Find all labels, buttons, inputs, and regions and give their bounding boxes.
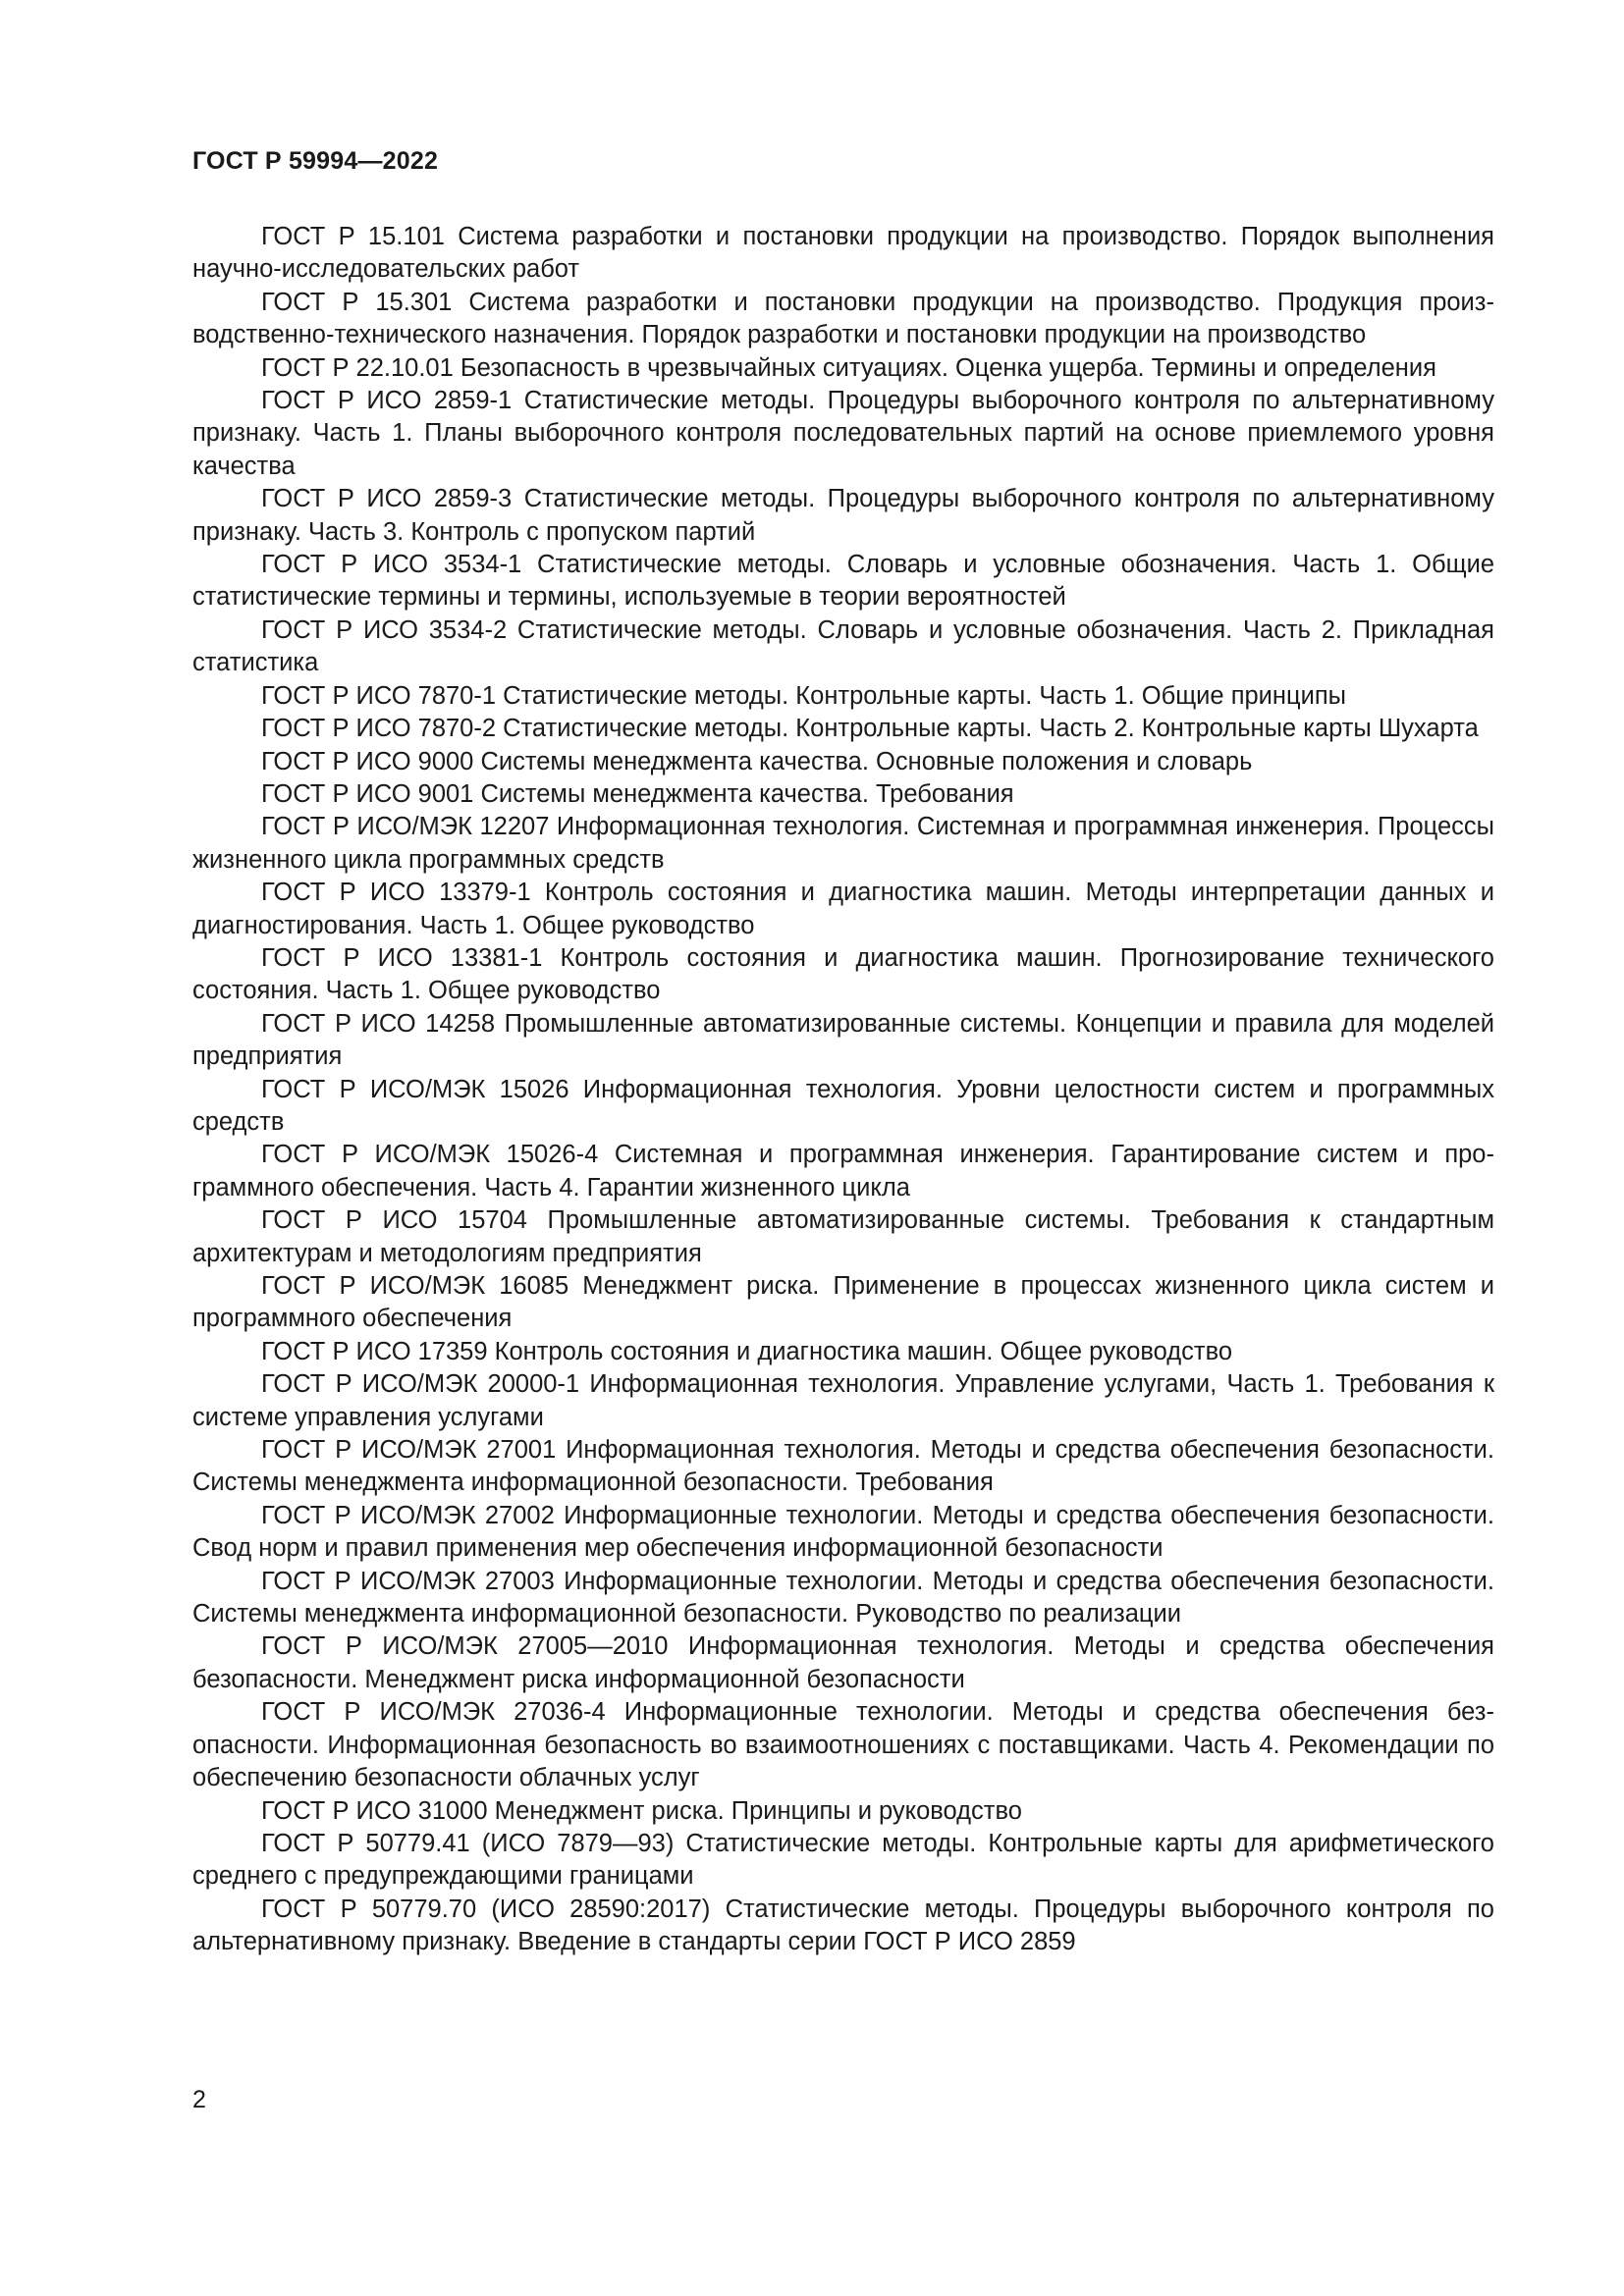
reference-item: ГОСТ Р ИСО/МЭК 27005—2010 Информационная технология. Методы и средства обеспечения безопасности. Менеджмент риска информационной безопасности [192, 1632, 1494, 1693]
reference-item: ГОСТ Р ИСО 3534-1 Статистические методы. Словарь и условные обозначения. Часть 1. Общие статистические термины и термины, используемые в теории вероятностей [192, 551, 1494, 612]
reference-item: ГОСТ Р ИСО/МЭК 27036-4 Информационные технологии. Методы и средства обеспечения безопасности. Информационная безопасность во взаимоотношениях с поставщиками. Часть 4. Рекомендации по обеспечению безопасности облачных услуг [192, 1698, 1494, 1792]
reference-item: ГОСТ Р ИСО/МЭК 16085 Менеджмент риска. Применение в процессах жизненного цикла систем и программного обеспечения [192, 1272, 1494, 1333]
reference-item: ГОСТ Р 15.301 Система разработки и постановки продукции на производство. Продукция производственно-технического назначения. Порядок разработки и постановки продукции на производство [192, 288, 1494, 349]
reference-item: ГОСТ Р ИСО/МЭК 27001 Информационная технология. Методы и средства обеспечения безопасности. Системы менеджмента информационной безопасности. Требования [192, 1436, 1494, 1497]
reference-item: ГОСТ Р ИСО 7870-2 Статистические методы. Контрольные карты. Часть 2. Контрольные карты Шухарта [261, 715, 1479, 743]
reference-item: ГОСТ Р 22.10.01 Безопасность в чрезвычайных ситуациях. Оценка ущерба. Термины и определения [261, 353, 1436, 382]
reference-item: ГОСТ Р ИСО 3534-2 Статистические методы. Словарь и условные обозначения. Часть 2. Прикладная статистика [192, 615, 1494, 677]
reference-item: ГОСТ Р 15.101 Система разработки и постановки продукции на производство. Порядок выполнения научно-исследовательских работ [192, 223, 1494, 284]
reference-item: ГОСТ Р ИСО 31000 Менеджмент риска. Принципы и руководство [261, 1796, 1022, 1825]
reference-item: ГОСТ Р 50779.70 (ИСО 28590:2017) Статистические методы. Процедуры выборочного контроля по альтернативному признаку. Введение в стандарты серии ГОСТ Р ИСО 2859 [192, 1895, 1494, 1956]
page-number: 2 [192, 2086, 206, 2113]
normative-references-list [192, 221, 1494, 1959]
reference-item: ГОСТ Р ИСО 7870-1 Статистические методы. Контрольные карты. Часть 1. Общие принципы [261, 681, 1346, 710]
reference-item: ГОСТ Р ИСО 9001 Системы менеджмента качества. Требования [261, 779, 1014, 808]
reference-item: ГОСТ Р ИСО/МЭК 12207 Информационная технология. Системная и программная инженерия. Процессы жизненного цикла программных средств [192, 813, 1494, 874]
reference-item: ГОСТ Р ИСО/МЭК 15026-4 Системная и программная инженерия. Гарантирование систем и программного обеспечения. Часть 4. Гарантии жизненного цикла [192, 1141, 1494, 1201]
document-header-id: ГОСТ Р 59994—2022 [192, 147, 439, 175]
reference-item: ГОСТ Р 50779.41 (ИСО 7879—93) Статистические методы. Контрольные карты для арифметического среднего с предупреждающими границами [192, 1829, 1494, 1891]
reference-item: ГОСТ Р ИСО 2859-3 Статистические методы. Процедуры выборочного контроля по альтернативному признаку. Часть 3. Контроль с пропуском партий [192, 485, 1494, 546]
reference-item: ГОСТ Р ИСО 13381-1 Контроль состояния и диагностика машин. Прогнозирование технического состояния. Часть 1. Общее руководство [192, 943, 1494, 1005]
reference-item: ГОСТ Р ИСО/МЭК 27002 Информационные технологии. Методы и средства обеспечения безопасности. Свод норм и правил применения мер обеспечения информационной безопасности [192, 1501, 1494, 1563]
reference-item: ГОСТ Р ИСО/МЭК 27003 Информационные технологии. Методы и средства обеспечения безопасности. Системы менеджмента информационной безопасности. Руководство по реализации [192, 1567, 1494, 1629]
reference-item: ГОСТ Р ИСО 9000 Системы менеджмента качества. Основные положения и словарь [261, 747, 1253, 775]
reference-item: ГОСТ Р ИСО 17359 Контроль состояния и диагностика машин. Общее руководство [261, 1337, 1233, 1365]
reference-item: ГОСТ Р ИСО 14258 Промышленные автоматизированные системы. Концепции и правила для моделей предприятия [192, 1009, 1494, 1071]
reference-item: ГОСТ Р ИСО 2859-1 Статистические методы. Процедуры выборочного контроля по альтернативному признаку. Часть 1. Планы выборочного контроля последовательных партий на основе приемлемого уровня качества [192, 387, 1494, 480]
reference-item: ГОСТ Р ИСО 13379-1 Контроль состояния и диагностика машин. Методы интерпретации данных и диагностирования. Часть 1. Общее руководство [192, 879, 1494, 939]
reference-item: ГОСТ Р ИСО 15704 Промышленные автоматизированные системы. Требования к стандартным архитектурам и методологиям предприятия [192, 1206, 1494, 1267]
reference-item: ГОСТ Р ИСО/МЭК 15026 Информационная технология. Уровни целостности систем и программных средств [192, 1075, 1494, 1136]
reference-item: ГОСТ Р ИСО/МЭК 20000-1 Информационная технология. Управление услугами, Часть 1. Требования к системе управления услугами [192, 1370, 1494, 1431]
